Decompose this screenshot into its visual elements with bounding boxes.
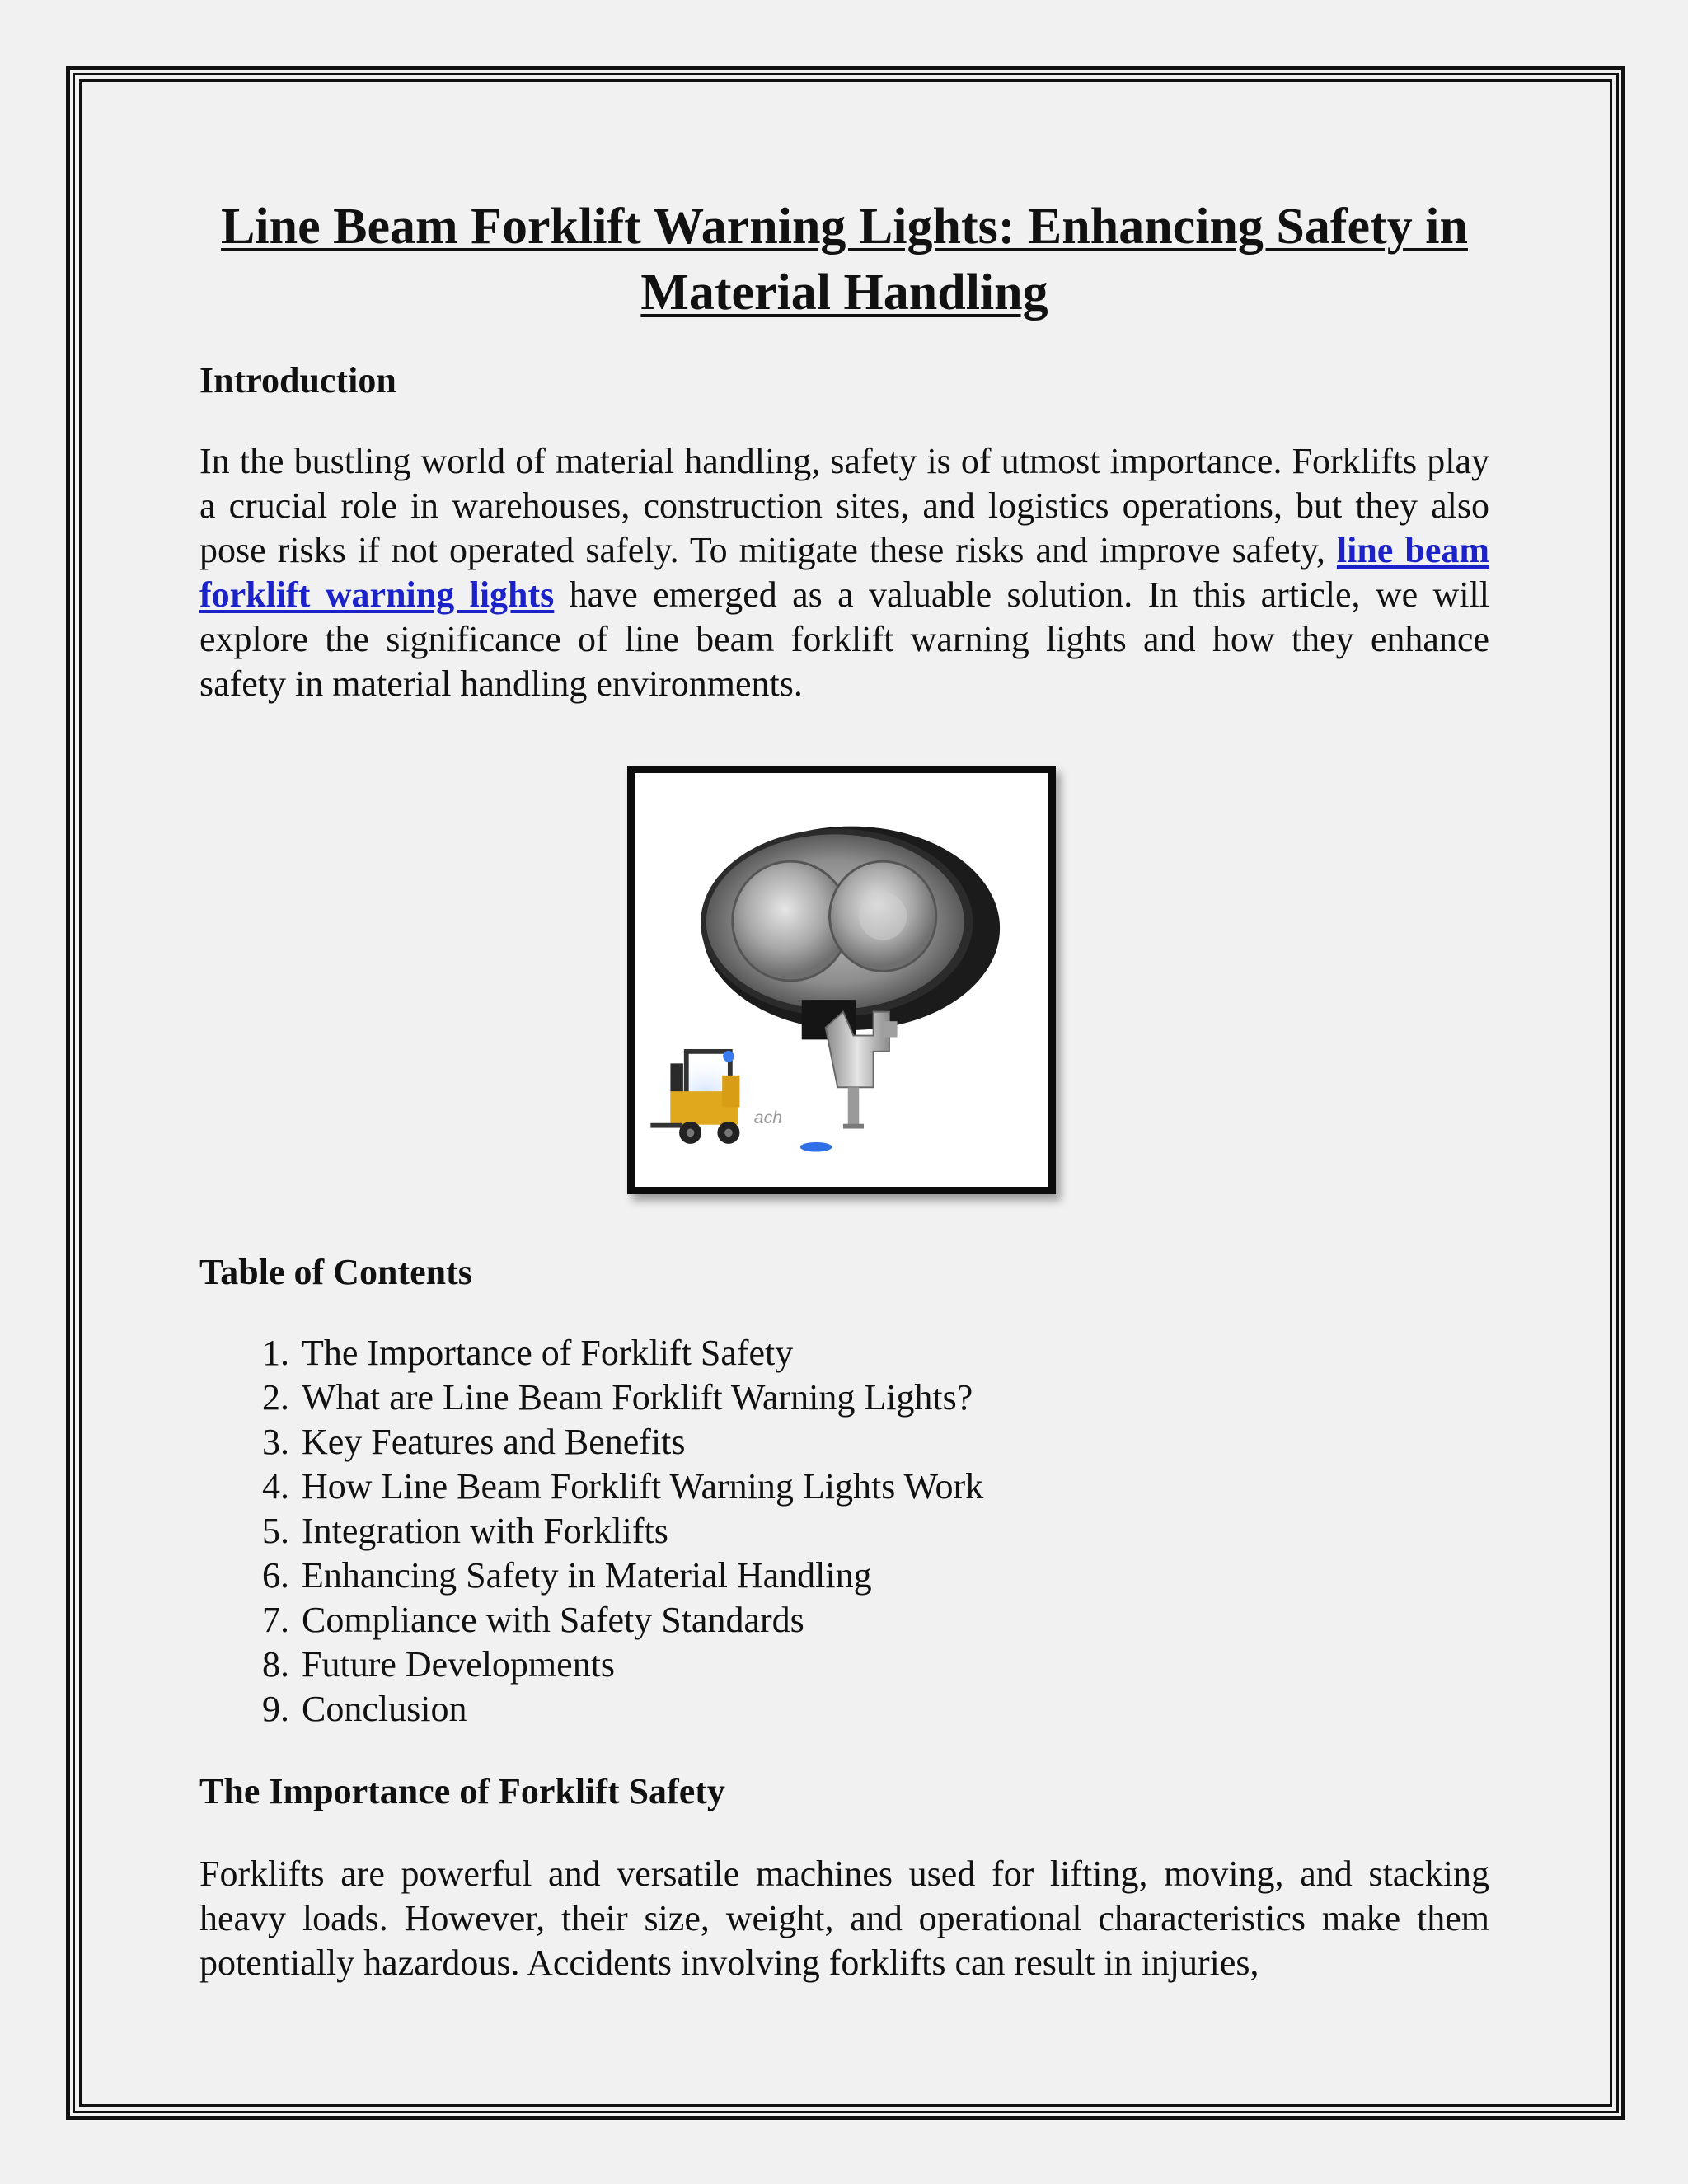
toc-list — [199, 1331, 1489, 1732]
intro-text-after-link: have emerged as a valuable solution. In this article, we will explore the significance of line beam forklift warning lights and how they enhance safety in material handling environments. — [199, 574, 1489, 704]
document-title: Line Beam Forklift Warning Lights: Enhancing Safety in Material Handling — [221, 199, 1468, 321]
intro-paragraph — [199, 439, 1489, 706]
toc-item: 4. How Line Beam Forklift Warning Lights Work — [298, 1465, 1489, 1509]
intro-text-before-link: In the bustling world of material handling, safety is of utmost importance. Forklifts play a crucial role in warehouses, construction sites, and logistics operations, but they also pose risks if not operated safely. To mitigate these risks and improve safety, — [199, 441, 1489, 570]
product-link[interactable]: line beam forklift warning lights — [199, 530, 1489, 615]
toc-item: 3. Key Features and Benefits — [298, 1420, 1489, 1465]
toc-item: 7. Compliance with Safety Standards — [298, 1598, 1489, 1643]
product-image — [627, 766, 1056, 1194]
intro-heading: Introduction — [199, 360, 396, 401]
section-paragraph-forklift-safety: Forklifts are powerful and versatile machines used for lifting, moving, and stacking heavy loads. However, their size, weight, and operational characteristics make them potentially hazardous. Accidents involving forklifts can result in injuries, — [199, 1854, 1489, 1983]
toc-item: 9. Conclusion — [298, 1687, 1489, 1732]
toc-item: 6. Enhancing Safety in Material Handling — [298, 1554, 1489, 1598]
section-heading-forklift-safety: The Importance of Forklift Safety — [199, 1771, 725, 1811]
blue-beam-spot — [799, 1142, 832, 1152]
toc-item: 5. Integration with Forklifts — [298, 1509, 1489, 1554]
document-body — [199, 194, 1489, 1985]
toc-heading: Table of Contents — [199, 1252, 472, 1292]
toc-item: 1. The Importance of Forklift Safety — [298, 1331, 1489, 1376]
forklift-warning-light-illustration — [635, 773, 1048, 1187]
image-watermark: ach — [753, 1108, 782, 1127]
mounting-bolt — [847, 1087, 859, 1127]
toc-item: 2. What are Line Beam Forklift Warning Lights? — [298, 1376, 1489, 1420]
toc-item: 8. Future Developments — [298, 1643, 1489, 1687]
